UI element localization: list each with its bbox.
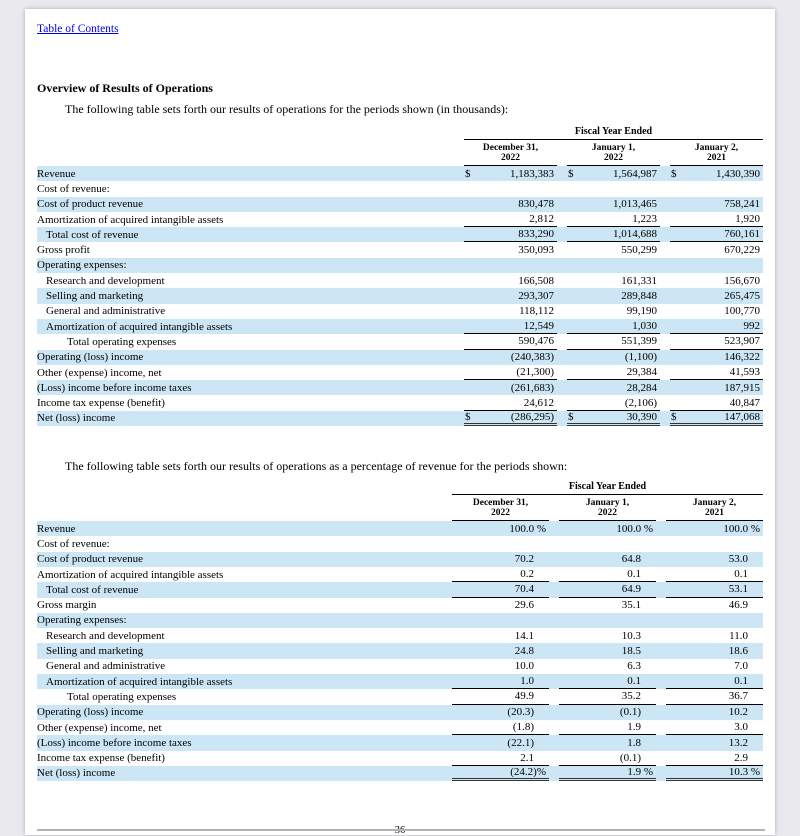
cell-value: [666, 751, 763, 766]
cell-value: [670, 166, 763, 181]
cell-number: (24.2)%: [510, 765, 546, 778]
cell-value: [464, 380, 557, 395]
cell-value: [670, 273, 763, 288]
cell-value: [670, 411, 763, 426]
cell-value: [666, 582, 763, 597]
table-row: [37, 288, 763, 303]
column-header: January 1, 2022: [567, 140, 660, 166]
currency-symbol: $: [465, 167, 471, 180]
currency-symbol: $: [568, 410, 574, 423]
cell-value: [452, 659, 549, 674]
cell-value: [666, 536, 763, 551]
cell-value: [666, 643, 763, 658]
cell-number: (1,100): [624, 351, 657, 364]
cell-value: [567, 258, 660, 273]
cell-number: 1,920: [735, 213, 760, 226]
cell-number: 40,847: [729, 396, 760, 409]
cell-number: 64.9: [621, 583, 641, 596]
cell-number: 35.2: [621, 690, 641, 703]
table-row: [37, 720, 763, 735]
cell-value: [567, 227, 660, 242]
row-label: Total cost of revenue: [46, 228, 139, 241]
cell-value: [567, 181, 660, 196]
cell-value: [666, 766, 763, 781]
currency-symbol: $: [671, 167, 677, 180]
row-label: Cost of revenue:: [37, 537, 110, 550]
column-header: January 1, 2022: [559, 495, 656, 521]
table-row: [37, 197, 763, 212]
cell-value: [559, 720, 656, 735]
column-header: January 2, 2021: [670, 140, 763, 166]
cell-value: [567, 273, 660, 288]
cell-value: [666, 689, 763, 704]
cell-number: (21,300): [516, 366, 554, 378]
cell-value: [452, 567, 549, 582]
column-header: December 31, 2022: [464, 140, 557, 166]
table-row: [37, 350, 763, 365]
table-header: [37, 126, 763, 166]
row-label: Research and development: [46, 629, 165, 642]
cell-number: 10.3: [621, 629, 641, 642]
cell-value: [670, 319, 763, 334]
cell-value: [452, 628, 549, 643]
cell-value: [464, 166, 557, 181]
results-of-operations-table: [37, 126, 763, 426]
cell-value: [464, 288, 557, 303]
cell-number: 53.1: [728, 583, 748, 596]
intro-paragraph-2: The following table sets forth our results of operations as a percentage of revenue for the periods shown:: [65, 459, 568, 474]
table-row: [37, 304, 763, 319]
currency-symbol: $: [568, 167, 574, 180]
cell-value: [567, 166, 660, 181]
cell-number: 1,564,987: [613, 167, 657, 180]
cell-value: [567, 319, 660, 334]
cell-number: 670,229: [724, 244, 760, 257]
cell-value: [559, 751, 656, 766]
cell-number: 1.9 %: [627, 765, 653, 778]
cell-value: [452, 705, 549, 720]
cell-value: [559, 567, 656, 582]
cell-number: 166,508: [518, 274, 554, 287]
table-body: [37, 521, 763, 781]
cell-value: [670, 380, 763, 395]
cell-number: 161,331: [621, 274, 657, 287]
table-row: [37, 628, 763, 643]
table-row: [37, 643, 763, 658]
table-row: [37, 536, 763, 551]
cell-number: 758,241: [724, 198, 760, 211]
table-row: [37, 598, 763, 613]
cell-number: 10.2: [728, 706, 748, 719]
table-row: [37, 567, 763, 582]
cell-number: 1,014,688: [613, 228, 657, 241]
cell-number: 187,915: [724, 381, 760, 394]
cell-value: [666, 567, 763, 582]
cell-value: [666, 552, 763, 567]
table-row: [37, 582, 763, 597]
cell-value: [666, 598, 763, 613]
cell-value: [670, 365, 763, 380]
cell-value: [452, 582, 549, 597]
table-row: [37, 227, 763, 242]
cell-number: 46.9: [728, 599, 748, 612]
cell-value: [464, 242, 557, 257]
cell-number: 70.2: [514, 553, 534, 566]
cell-value: [559, 521, 656, 536]
header-columns-area: [464, 126, 763, 166]
cell-value: [670, 258, 763, 273]
cell-value: [464, 319, 557, 334]
cell-value: [670, 334, 763, 349]
cell-number: 0.1: [734, 568, 748, 581]
cell-number: 523,907: [724, 335, 760, 348]
table-row: [37, 613, 763, 628]
cell-value: [670, 395, 763, 410]
row-label: Amortization of acquired intangible assets: [46, 320, 233, 333]
cell-value: [559, 735, 656, 750]
row-label: Income tax expense (benefit): [37, 752, 165, 765]
cell-value: [567, 197, 660, 212]
row-label: Research and development: [46, 274, 165, 287]
cell-number: (0.1): [619, 751, 641, 764]
cell-number: 11.0: [729, 629, 748, 642]
page-divider: [37, 829, 765, 831]
cell-value: [567, 365, 660, 380]
cell-value: [452, 751, 549, 766]
row-label: Net (loss) income: [37, 767, 116, 780]
cell-number: 760,161: [724, 228, 760, 241]
cell-number: 293,307: [518, 290, 554, 303]
column-headers: [452, 495, 763, 521]
cell-number: 1.9: [627, 721, 641, 734]
cell-value: [666, 628, 763, 643]
cell-number: 1,030: [632, 320, 657, 333]
cell-number: 992: [743, 320, 760, 333]
cell-number: 1,223: [632, 213, 657, 226]
table-row: [37, 273, 763, 288]
column-header: December 31, 2022: [452, 495, 549, 521]
cell-value: [464, 365, 557, 380]
table-row: [37, 319, 763, 334]
cell-number: 1.8: [627, 736, 641, 749]
cell-number: 12,549: [523, 320, 554, 333]
cell-number: 1,013,465: [613, 198, 657, 211]
cell-number: 99,190: [626, 305, 657, 318]
table-row: [37, 521, 763, 536]
row-label: Cost of product revenue: [37, 198, 143, 211]
table-header: [37, 481, 763, 521]
cell-value: [464, 350, 557, 365]
table-row: [37, 766, 763, 781]
cell-value: [567, 334, 660, 349]
cell-number: 10.0: [514, 660, 534, 673]
cell-value: [666, 735, 763, 750]
cell-number: 64.8: [621, 553, 641, 566]
cell-value: [464, 181, 557, 196]
row-label: General and administrative: [46, 305, 166, 318]
table-row: [37, 181, 763, 196]
fiscal-year-ended-header: Fiscal Year Ended: [464, 126, 763, 140]
table-row: [37, 380, 763, 395]
cell-number: 0.1: [734, 675, 748, 688]
cell-number: 13.2: [728, 736, 748, 749]
table-row: [37, 674, 763, 689]
cell-value: [559, 643, 656, 658]
cell-number: 118,112: [519, 305, 554, 318]
cell-number: 30,390: [626, 410, 657, 423]
header-label-spacer: [37, 126, 454, 166]
row-label: Operating expenses:: [37, 259, 127, 272]
cell-value: [567, 395, 660, 410]
row-label: Gross margin: [37, 599, 97, 612]
cell-value: [559, 689, 656, 704]
cell-value: [567, 380, 660, 395]
cell-number: (286,295): [510, 410, 554, 423]
row-label: Operating (loss) income: [37, 351, 144, 364]
cell-value: [670, 304, 763, 319]
cell-value: [666, 705, 763, 720]
row-label: Revenue: [37, 167, 76, 180]
row-label: Selling and marketing: [46, 645, 144, 658]
table-row: [37, 552, 763, 567]
cell-value: [559, 582, 656, 597]
cell-value: [464, 258, 557, 273]
cell-number: (2,106): [624, 396, 657, 409]
cell-number: 100.0 %: [723, 522, 760, 535]
table-row: [37, 751, 763, 766]
cell-number: 2,812: [529, 213, 554, 226]
cell-number: 53.0: [728, 553, 748, 566]
table-of-contents-link[interactable]: Table of Contents: [37, 23, 119, 35]
cell-number: 70.4: [514, 583, 534, 596]
cell-number: 0.1: [627, 675, 641, 688]
row-label: Operating expenses:: [37, 614, 127, 627]
row-label: Other (expense) income, net: [37, 366, 162, 379]
cell-value: [567, 288, 660, 303]
cell-value: [464, 304, 557, 319]
cell-number: 350,093: [518, 244, 554, 257]
row-label: Net (loss) income: [37, 412, 116, 425]
cell-value: [567, 411, 660, 426]
cell-number: 830,478: [518, 198, 554, 211]
table-row: [37, 689, 763, 704]
cell-value: [567, 304, 660, 319]
row-label: Amortization of acquired intangible assets: [46, 675, 233, 688]
table-row: [37, 395, 763, 410]
cell-value: [559, 628, 656, 643]
row-label: Total cost of revenue: [46, 583, 139, 596]
cell-number: 24.8: [514, 645, 534, 658]
row-label: Selling and marketing: [46, 290, 144, 303]
cell-value: [452, 552, 549, 567]
cell-number: 289,848: [621, 290, 657, 303]
table-body: [37, 166, 763, 426]
cell-number: 0.1: [627, 568, 641, 581]
table-row: [37, 334, 763, 349]
cell-number: (0.1): [619, 706, 641, 719]
cell-value: [670, 212, 763, 227]
cell-number: (240,383): [510, 351, 554, 364]
column-header: January 2, 2021: [666, 495, 763, 521]
cell-value: [559, 705, 656, 720]
cell-number: 156,670: [724, 274, 760, 287]
cell-value: [464, 273, 557, 288]
cell-number: (1.8): [512, 721, 534, 734]
cell-value: [464, 334, 557, 349]
cell-number: 100,770: [724, 305, 760, 318]
cell-value: [464, 395, 557, 410]
cell-value: [559, 598, 656, 613]
row-label: Cost of product revenue: [37, 553, 143, 566]
row-label: Amortization of acquired intangible assets: [37, 568, 224, 581]
cell-value: [559, 613, 656, 628]
cell-value: [670, 288, 763, 303]
cell-number: 146,322: [724, 351, 760, 364]
cell-number: (20.3): [507, 706, 534, 719]
fiscal-year-ended-header: Fiscal Year Ended: [452, 481, 763, 495]
cell-value: [666, 521, 763, 536]
cell-number: 2.1: [520, 751, 534, 764]
cell-value: [452, 536, 549, 551]
row-label: (Loss) income before income taxes: [37, 736, 192, 749]
cell-value: [666, 674, 763, 689]
row-label: Operating (loss) income: [37, 706, 144, 719]
cell-value: [666, 720, 763, 735]
cell-value: [670, 242, 763, 257]
cell-number: 24,612: [523, 396, 554, 409]
row-label: Other (expense) income, net: [37, 721, 162, 734]
cell-value: [670, 227, 763, 242]
cell-number: 2.9: [734, 751, 748, 764]
row-label: Cost of revenue:: [37, 182, 110, 195]
row-label: Total operating expenses: [67, 690, 177, 703]
row-label: Income tax expense (benefit): [37, 397, 165, 410]
cell-number: 3.0: [734, 721, 748, 734]
cell-value: [464, 411, 557, 426]
cell-value: [452, 613, 549, 628]
cell-value: [464, 212, 557, 227]
cell-value: [567, 350, 660, 365]
cell-number: 100.0 %: [509, 522, 546, 535]
cell-value: [670, 350, 763, 365]
section-heading: Overview of Results of Operations: [37, 81, 213, 95]
cell-value: [452, 643, 549, 658]
row-label: Revenue: [37, 522, 76, 535]
row-label: (Loss) income before income taxes: [37, 381, 192, 394]
cell-number: 550,299: [621, 244, 657, 257]
cell-number: (22.1): [507, 736, 534, 749]
currency-symbol: $: [671, 410, 677, 423]
cell-number: 18.5: [621, 645, 641, 658]
cell-number: 35.1: [621, 599, 641, 612]
cell-value: [670, 197, 763, 212]
cell-number: 10.3 %: [728, 765, 760, 778]
cell-number: 29,384: [626, 366, 657, 378]
cell-value: [452, 735, 549, 750]
cell-number: 28,284: [626, 381, 657, 394]
cell-value: [464, 197, 557, 212]
cell-value: [452, 689, 549, 704]
table-row: [37, 365, 763, 380]
row-label: Total operating expenses: [67, 335, 177, 348]
table-row: [37, 258, 763, 273]
table-row: [37, 659, 763, 674]
cell-number: (261,683): [510, 381, 554, 394]
cell-value: [567, 242, 660, 257]
cell-value: [670, 181, 763, 196]
table-row: [37, 705, 763, 720]
cell-value: [567, 212, 660, 227]
cell-value: [452, 720, 549, 735]
row-label: General and administrative: [46, 660, 166, 673]
cell-number: 265,475: [724, 290, 760, 303]
table-row: [37, 242, 763, 257]
table-row: [37, 411, 763, 426]
header-label-spacer: [37, 481, 442, 521]
cell-number: 100.0 %: [616, 522, 653, 535]
cell-value: [452, 766, 549, 781]
cell-value: [666, 659, 763, 674]
cell-value: [559, 766, 656, 781]
cell-number: 29.6: [514, 599, 534, 612]
cell-number: 1,430,390: [716, 167, 760, 180]
row-label: Amortization of acquired intangible assets: [37, 213, 224, 226]
cell-value: [559, 659, 656, 674]
cell-value: [452, 521, 549, 536]
cell-number: 6.3: [627, 660, 641, 673]
cell-number: 147,068: [724, 410, 760, 423]
cell-number: 14.1: [514, 629, 534, 642]
cell-value: [559, 552, 656, 567]
table-row: [37, 212, 763, 227]
cell-number: 551,399: [621, 335, 657, 348]
cell-number: 36.7: [728, 690, 748, 703]
cell-value: [559, 674, 656, 689]
header-columns-area: [452, 481, 763, 521]
row-label: Gross profit: [37, 244, 90, 257]
cell-value: [452, 674, 549, 689]
cell-number: 49.9: [514, 690, 534, 703]
cell-value: [559, 536, 656, 551]
table-row: [37, 166, 763, 181]
cell-number: 0.2: [520, 568, 534, 581]
cell-number: 590,476: [518, 335, 554, 348]
table-row: [37, 735, 763, 750]
cell-number: 1,183,383: [510, 167, 554, 180]
intro-paragraph-1: The following table sets forth our results of operations for the periods shown (in thousands):: [65, 102, 509, 116]
column-headers: [464, 140, 763, 166]
cell-value: [666, 613, 763, 628]
cell-number: 18.6: [728, 645, 748, 658]
cell-number: 833,290: [518, 228, 554, 241]
cell-number: 7.0: [734, 660, 748, 673]
percentage-of-revenue-table: [37, 481, 763, 781]
document-page: [25, 9, 775, 835]
cell-number: 41,593: [729, 366, 760, 378]
cell-number: 1.0: [520, 675, 534, 688]
currency-symbol: $: [465, 410, 471, 423]
cell-value: [452, 598, 549, 613]
cell-value: [464, 227, 557, 242]
